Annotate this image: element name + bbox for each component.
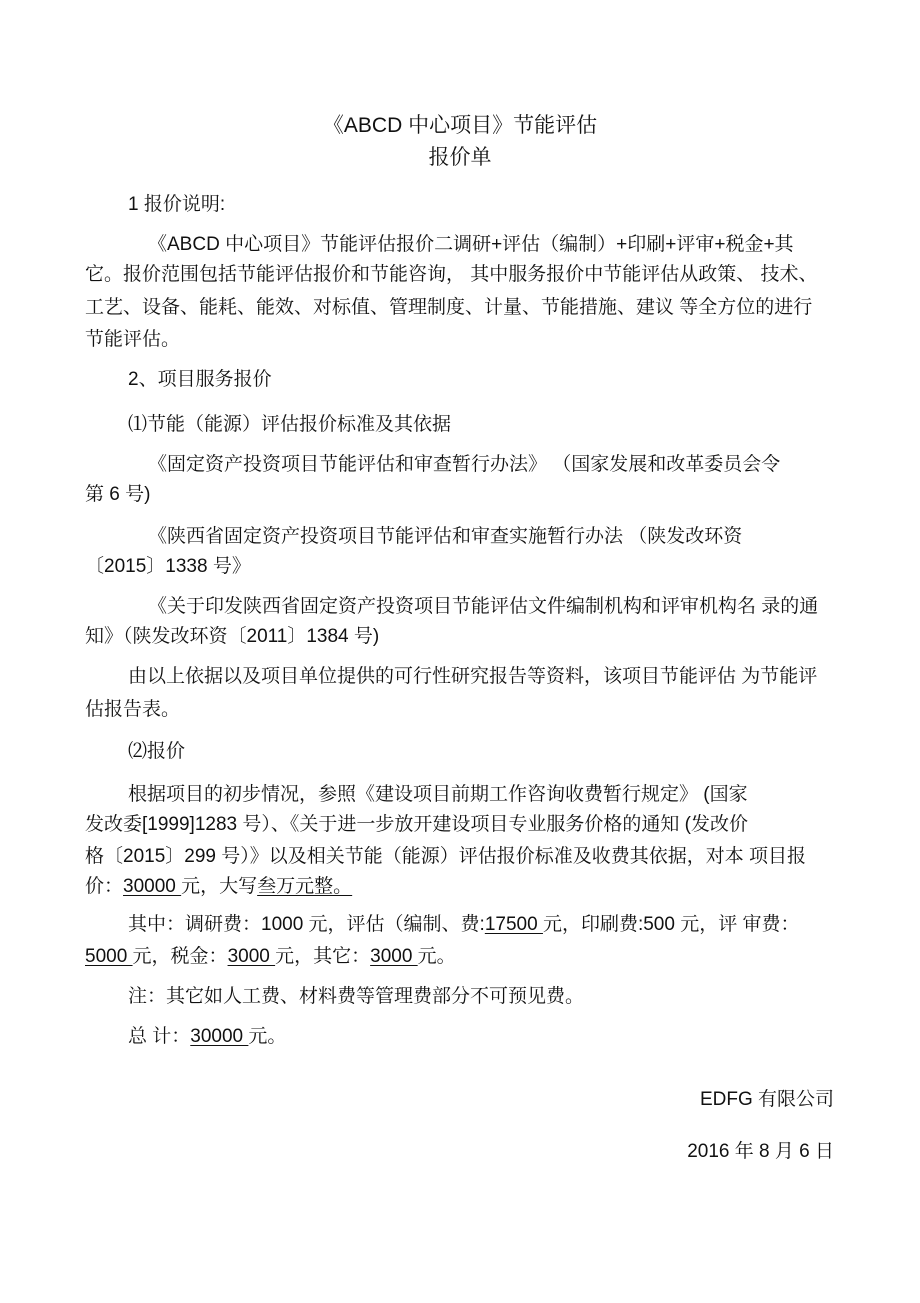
text-segment: 其中：调研费：1000 元，评估（编制、费: — [128, 914, 485, 935]
underlined-text: 3000 — [370, 946, 418, 967]
text-segment: 《固定资产投资项目节能评估和审查暂行办法》 （国家发展和改革委员会令 — [148, 454, 781, 475]
text-line — [148, 595, 828, 619]
text-segment: 估报告表。 — [85, 699, 181, 720]
text-segment: 《ABCD 中心项目》节能评估报价二调研+评估（编制）+印刷+评审+税金+其 — [148, 234, 794, 255]
text-line — [128, 913, 828, 937]
underlined-text: 30000 — [190, 1026, 249, 1047]
underlined-text: 17500 — [484, 914, 543, 935]
text-segment: 价： — [85, 876, 124, 897]
document-date: 2016 年 8 月 6 日 — [687, 1141, 834, 1162]
text-segment: 它。报价范围包括节能评估报价和节能咨询， 其中服务报价中节能评估从政策、 技术、 — [85, 264, 818, 285]
underlined-text: 3000 — [227, 946, 276, 967]
text-segment: 元。 — [248, 1026, 287, 1047]
text-line — [85, 845, 828, 869]
text-line — [85, 296, 828, 320]
text-segment: 总 计： — [128, 1026, 191, 1047]
text-segment: 第 6 号) — [85, 484, 151, 505]
text-segment: 节能评估。 — [85, 329, 181, 350]
company-name: EDFG 有限公司 — [699, 1089, 834, 1110]
text-segment: 根据项目的初步情况，参照《建设项目前期工作咨询收费暂行规定》 (国家 — [128, 784, 748, 805]
text-line — [85, 328, 828, 352]
text-line — [128, 368, 828, 392]
text-line — [85, 483, 828, 507]
text-line — [148, 525, 828, 549]
text-segment: 《陕西省固定资产投资项目节能评估和审查实施暂行办法 （陕发改环资 — [148, 526, 743, 547]
document-subtitle: 报价单 — [428, 146, 492, 169]
text-line — [85, 555, 828, 579]
text-segment: 元，大写 — [181, 876, 258, 897]
text-segment: 由以上依据以及项目单位提供的可行性研究报告等资料，该项目节能评估 为节能评 — [128, 666, 818, 687]
text-segment: 元。 — [417, 946, 456, 967]
text-segment: 元，其它： — [275, 946, 371, 967]
text-segment: ⑴节能（能源）评估报价标准及其依据 — [128, 414, 452, 435]
text-segment: 2、项目服务报价 — [128, 369, 272, 390]
text-line — [128, 193, 828, 217]
text-segment: 元，印刷费:500 元，评 审费： — [542, 914, 800, 935]
text-segment: ⑵报价 — [128, 741, 186, 762]
text-segment: 〔2015〕1338 号》 — [85, 556, 251, 577]
text-line — [128, 665, 828, 689]
document-title: 《ABCD 中心项目》节能评估 — [322, 114, 598, 137]
text-segment: 知》（陕发改环资〔2011〕1384 号) — [85, 626, 380, 647]
text-line — [85, 813, 828, 837]
text-line — [85, 625, 828, 649]
text-line — [128, 783, 828, 807]
underlined-text: 5000 — [85, 946, 133, 967]
text-segment: 工艺、设备、能耗、能效、对标值、管理制度、计量、节能措施、建议 等全方位的进行 — [85, 297, 813, 318]
text-segment: 发改委[1999]1283 号）、《关于进一步放开建设项目专业服务价格的通知 (发改价 — [85, 814, 748, 835]
text-line — [85, 698, 828, 722]
text-segment: 注：其它如人工费、材料费等管理费部分不可预见费。 — [128, 986, 585, 1007]
text-line — [148, 233, 828, 257]
text-segment: 《关于印发陕西省固定资产投资项目节能评估文件编制机构和评审机构名 录的通 — [148, 596, 819, 617]
underlined-text: 30000 — [123, 876, 182, 897]
text-line — [148, 453, 828, 477]
underlined-text: 叁万元整。 — [257, 876, 353, 897]
text-segment: 1 报价说明: — [128, 194, 226, 215]
text-line — [85, 875, 828, 899]
text-line — [128, 1025, 828, 1049]
text-line — [128, 740, 828, 764]
text-segment: 元，税金： — [132, 946, 228, 967]
text-line — [128, 985, 828, 1009]
text-line — [128, 413, 828, 437]
text-line — [85, 945, 828, 969]
text-line — [85, 263, 828, 287]
text-segment: 格〔2015〕299 号）》以及相关节能（能源）评估报价标准及收费其依据，对本 项目报 — [85, 846, 807, 867]
